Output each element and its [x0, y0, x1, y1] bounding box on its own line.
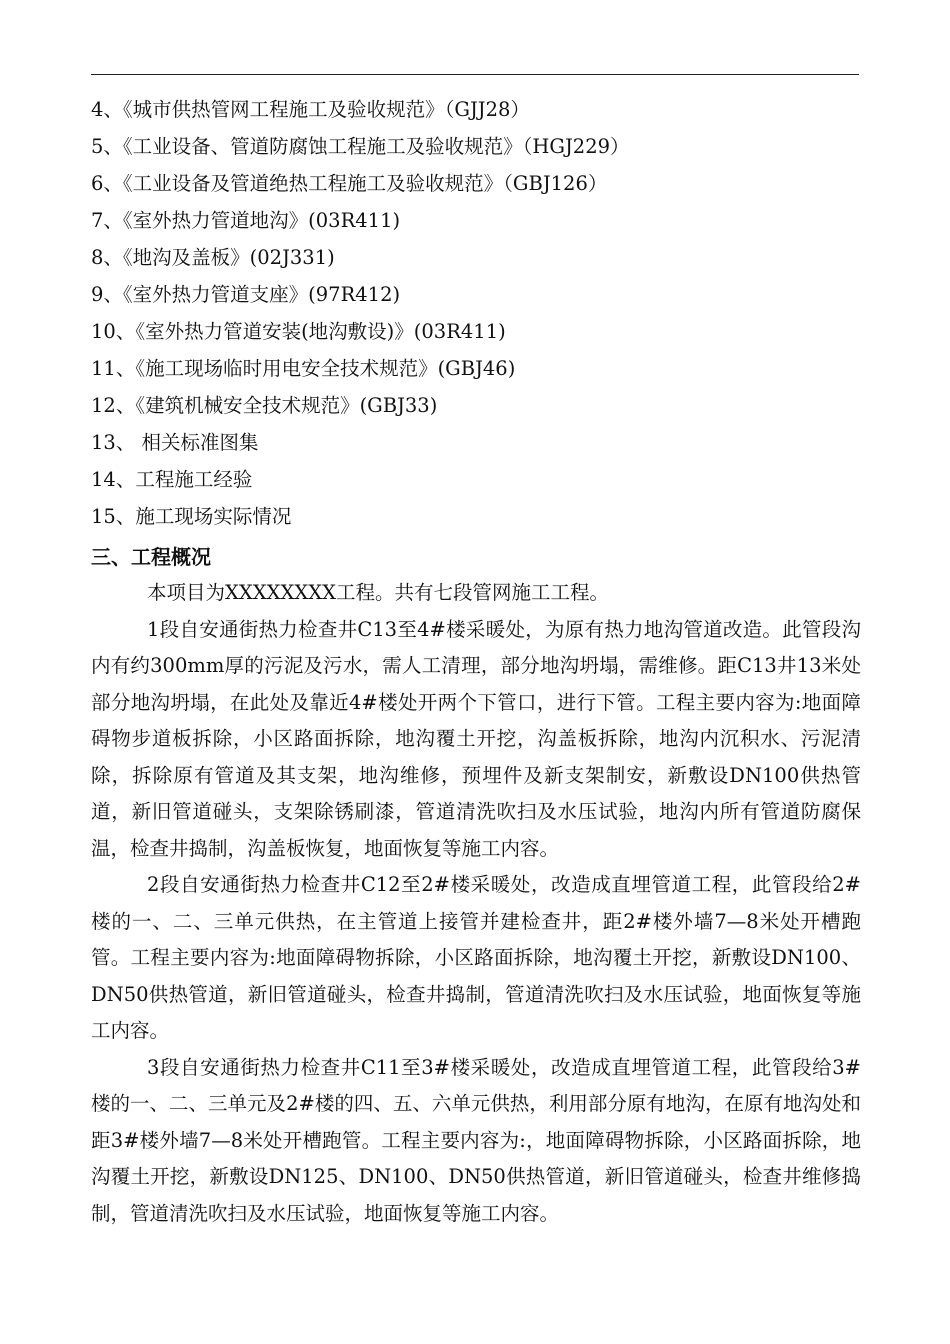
reference-list: [91, 91, 871, 535]
reference-item: 6、《工业设备及管道绝热工程施工及验收规范》（GBJ126）: [91, 172, 608, 195]
reference-item: 15、施工现场实际情况: [91, 505, 292, 528]
paragraph-segment-1: 1段自安通街热力检查井C13至4#楼采暖处，为原有热力地沟管道改造。此管段沟内有约300mm厚的污泥及污水，需人工清理，部分地沟坍塌，需维修。距C13井13米处部分地沟坍塌，在此处及靠近4#楼处开两个下管口，进行下管。工程主要内容为:地面障碍物步道板拆除，小区路面拆除，地沟覆土开挖，沟盖板拆除，地沟内沉积水、污泥清除，拆除原有管道及其支架，地沟维修，预埋件及新支架制安，新敷设DN100供热管道，新旧管道碰头，支架除锈刷漆，管道清洗吹扫及水压试验，地沟内所有管道防腐保温，检查井捣制，沟盖板恢复，地面恢复等施工内容。: [91, 617, 861, 860]
reference-item: 11、《施工现场临时用电安全技术规范》(GBJ46): [91, 357, 516, 380]
section-heading: 三、工程概况: [91, 545, 211, 569]
reference-item: 9、《室外热力管道支座》(97R412): [91, 283, 401, 306]
reference-item: 14、工程施工经验: [91, 468, 253, 491]
reference-item: 8、《地沟及盖板》(02J331): [91, 246, 335, 269]
paragraph-segment-2: 2段自安通街热力检查井C12至2#楼采暖处，改造成直埋管道工程，此管段给2#楼的一、二、三单元供热，在主管道上接管并建检查井，距2#楼外墙7—8米处开槽跑管。工程主要内容为:地面障碍物拆除，小区路面拆除，地沟覆土开挖，新敷设DN100、DN50供热管道，新旧管道碰头，检查井捣制，管道清洗吹扫及水压试验，地面恢复等施工内容。: [91, 873, 861, 1042]
reference-item: 10、《室外热力管道安装(地沟敷设)》(03R411): [91, 320, 506, 343]
paragraph-segment-3: 3段自安通街热力检查井C11至3#楼采暖处，改造成直埋管道工程，此管段给3#楼的一、二、三单元及2#楼的四、五、六单元供热，利用部分原有地沟，在原有地沟处和距3#楼外墙7—8米处开槽跑管。工程主要内容为:，地面障碍物拆除，小区路面拆除，地沟覆土开挖，新敷设DN125、DN100、DN50供热管道，新旧管道碰头，检查井维修捣制，管道清洗吹扫及水压试验，地面恢复等施工内容。: [91, 1055, 861, 1225]
reference-item: 7、《室外热力管道地沟》(03R411): [91, 209, 401, 232]
paragraph-intro: 本项目为XXXXXXXX工程。共有七段管网施工工程。: [147, 581, 610, 604]
reference-item: 12、《建筑机械安全技术规范》(GBJ33): [91, 394, 438, 417]
header-rule: [91, 74, 859, 75]
reference-item: 5、《工业设备、管道防腐蚀工程施工及验收规范》（HGJ229）: [91, 135, 630, 158]
reference-item: 4、《城市供热管网工程施工及验收规范》（GJJ28）: [91, 98, 530, 121]
section-body: [91, 575, 861, 1232]
reference-item: 13、 相关标准图集: [91, 431, 259, 454]
